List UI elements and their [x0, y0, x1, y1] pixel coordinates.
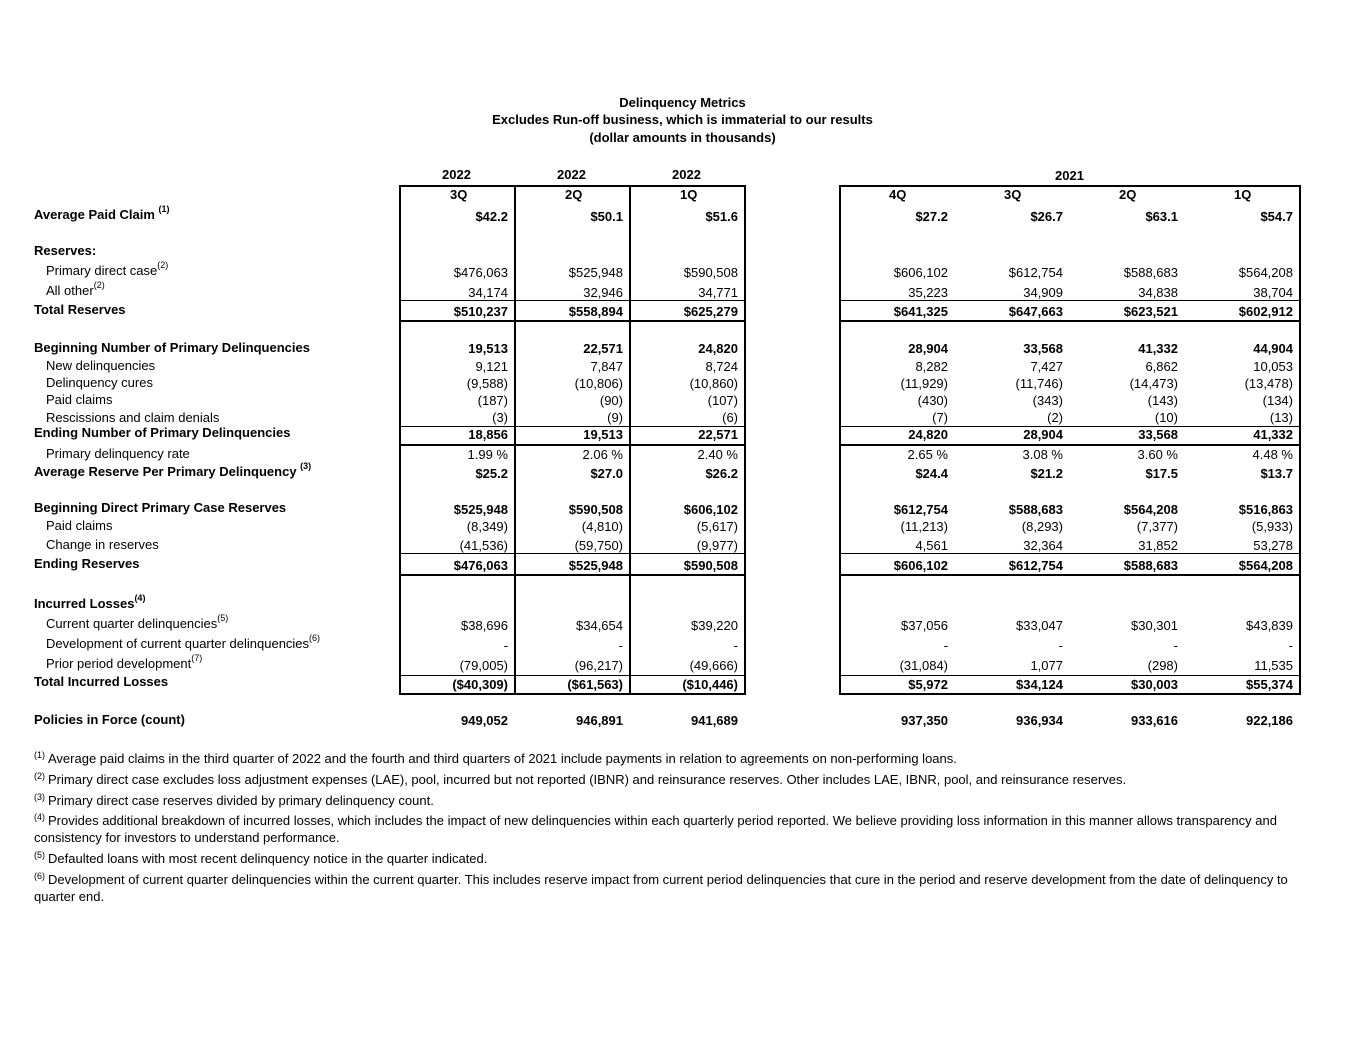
footnote: $^{(6)}$ Development of current quarter delinquencies within the current quarter. This includes reserve impact from current period delinquencies that cure in the period and reserve development from the date of delinquency to quarter end. [34, 871, 1288, 904]
table-cell: (4,810) [581, 519, 623, 534]
table-cell: 32,946 [583, 285, 623, 300]
table-cell: $55,374 [1246, 677, 1293, 692]
row-label: All other$^{(2)}$ [46, 280, 105, 298]
table-cell: $30,301 [1131, 618, 1178, 633]
table-cell: $476,063 [453, 558, 508, 573]
table-cell: 2.06 % [582, 447, 623, 462]
quarter-header: 3Q [1004, 187, 1022, 202]
row-label: Current quarter delinquencies$^{(5)}$ [46, 613, 229, 631]
row-label: Paid claims [46, 392, 113, 407]
year-label-2022-2q: 2022 [557, 167, 586, 182]
table-cell: 7,427 [1030, 359, 1063, 374]
table-rule [839, 444, 1301, 446]
quarter-header: 3Q [450, 187, 468, 202]
row-label: Development of current quarter delinquencies$^{(6)}$ [46, 633, 321, 651]
table-cell: ($61,563) [567, 677, 623, 692]
table-cell: $24.4 [915, 466, 948, 481]
row-label: Primary direct case$^{(2)}$ [46, 260, 169, 278]
table-cell: $588,683 [1008, 502, 1063, 517]
row-label: Beginning Number of Primary Delinquencies [34, 340, 310, 355]
table-cell: $37,056 [901, 618, 948, 633]
table-cell: - [1058, 638, 1063, 653]
year-label-2022-1q: 2022 [672, 167, 701, 182]
table-cell: $606,102 [683, 502, 738, 517]
table-cell: $25.2 [475, 466, 508, 481]
footnote: $^{(5)}$ Defaulted loans with most recent delinquency notice in the quarter indicated. [34, 850, 488, 866]
row-label: New delinquencies [46, 358, 156, 373]
table-cell: $647,663 [1008, 304, 1063, 319]
table-cell: 38,704 [1253, 285, 1293, 300]
table-cell: 933,616 [1131, 713, 1178, 728]
table-cell: 19,513 [468, 341, 508, 356]
table-cell: (9,977) [696, 538, 738, 553]
table-cell: (298) [1147, 658, 1178, 673]
table-cell: $590,508 [683, 265, 738, 280]
table-cell: 1.99 % [467, 447, 508, 462]
table-cell: - [943, 638, 948, 653]
table-cell: $43,839 [1246, 618, 1293, 633]
table-cell: (8,349) [466, 519, 508, 534]
table-cell: 22,571 [698, 427, 738, 442]
table-cell: (5,617) [696, 519, 738, 534]
table-cell: (41,536) [459, 538, 508, 553]
table-cell: (134) [1262, 393, 1293, 408]
table-cell: (2) [1047, 410, 1063, 425]
table-cell: (79,005) [459, 658, 508, 673]
table-cell: $590,508 [683, 558, 738, 573]
table-cell: (11,929) [900, 376, 948, 391]
table-cell: $623,521 [1123, 304, 1178, 319]
row-label: Ending Number of Primary Delinquencies [34, 425, 291, 440]
table-cell: 53,278 [1253, 538, 1293, 553]
row-label: Policies in Force (count) [34, 712, 185, 727]
table-cell: (31,084) [899, 658, 948, 673]
table-cell: 18,856 [468, 427, 508, 442]
table-cell: 9,121 [475, 359, 508, 374]
table-cell: (13,478) [1244, 376, 1293, 391]
table-cell: 6,862 [1145, 359, 1178, 374]
row-label: Ending Reserves [34, 556, 140, 571]
table-cell: 41,332 [1253, 427, 1293, 442]
table-cell: 33,568 [1138, 427, 1178, 442]
table-cell: - [503, 638, 508, 653]
table-cell: $34,654 [576, 618, 623, 633]
table-cell: $606,102 [893, 265, 948, 280]
table-cell: - [1173, 638, 1178, 653]
table-cell: 22,571 [583, 341, 623, 356]
table-cell: $5,972 [908, 677, 948, 692]
table-cell: $26.7 [1030, 209, 1063, 224]
table-cell: $510,237 [453, 304, 508, 319]
table-cell: 35,223 [908, 285, 948, 300]
table-cell: 24,820 [698, 341, 738, 356]
table-cell: 936,934 [1016, 713, 1063, 728]
footnote: $^{(3)}$ Primary direct case reserves divided by primary delinquency count. [34, 792, 434, 808]
table-cell: (10) [1154, 410, 1178, 425]
table-rule [399, 574, 746, 576]
table-cell: 33,568 [1023, 341, 1063, 356]
table-cell: ($10,446) [682, 677, 738, 692]
table-cell: (343) [1032, 393, 1063, 408]
table-cell: $625,279 [683, 304, 738, 319]
table-cell: $641,325 [893, 304, 948, 319]
table-cell: $590,508 [568, 502, 623, 517]
table-cell: $27.0 [590, 466, 623, 481]
table-cell: $588,683 [1123, 558, 1178, 573]
row-label: Average Reserve Per Primary Delinquency $^{(3)}$ [34, 461, 312, 479]
table-cell: $33,047 [1016, 618, 1063, 633]
table-cell: (7,377) [1136, 519, 1178, 534]
table-rule [839, 553, 1301, 554]
table-rule [839, 574, 1301, 576]
table-cell: 28,904 [1023, 427, 1063, 442]
table-cell: (430) [917, 393, 948, 408]
table-cell: $42.2 [475, 209, 508, 224]
table-cell: 922,186 [1246, 713, 1293, 728]
row-label: Average Paid Claim $^{(1)}$ [34, 204, 170, 222]
table-cell: 24,820 [908, 427, 948, 442]
table-cell: 3.60 % [1137, 447, 1178, 462]
table-cell: 10,053 [1253, 359, 1293, 374]
table-cell: 34,909 [1023, 285, 1063, 300]
table-cell: $525,948 [568, 558, 623, 573]
table-cell: 8,282 [915, 359, 948, 374]
table-cell: (14,473) [1129, 376, 1178, 391]
table-cell: 941,689 [691, 713, 738, 728]
table-cell: 7,847 [590, 359, 623, 374]
table-cell: $51.6 [705, 209, 738, 224]
table-cell: $17.5 [1145, 466, 1178, 481]
table-cell: $612,754 [1008, 265, 1063, 280]
table-cell: $63.1 [1145, 209, 1178, 224]
table-cell: 8,724 [705, 359, 738, 374]
table-rule [839, 675, 1301, 676]
table-cell: (13) [1269, 410, 1293, 425]
table-cell: (10,860) [689, 376, 738, 391]
report-title: Delinquency Metrics [619, 95, 746, 110]
table-rule [399, 300, 746, 301]
table-cell: (49,666) [689, 658, 738, 673]
table-cell: 34,771 [698, 285, 738, 300]
year-label-2021: 2021 [1055, 168, 1084, 183]
quarter-header: 4Q [889, 187, 907, 202]
table-cell: 1,077 [1030, 658, 1063, 673]
table-cell: (6) [722, 410, 738, 425]
table-cell: $525,948 [568, 265, 623, 280]
row-label: Rescissions and claim denials [46, 410, 220, 425]
report-subtitle: Excludes Run-off business, which is immaterial to our results [492, 112, 873, 127]
footnote: $^{(2)}$ Primary direct case excludes loss adjustment expenses (LAE), pool, incurred but not reported (IBNR) and reinsurance reserves. Other includes LAE, IBNR, pool, and reinsurance reserves. [34, 771, 1127, 787]
quarter-header: 2Q [1119, 187, 1137, 202]
table-cell: $50.1 [590, 209, 623, 224]
table-cell: $564,208 [1238, 558, 1293, 573]
table-cell: $476,063 [453, 265, 508, 280]
table-cell: $27.2 [915, 209, 948, 224]
table-cell: $612,754 [1008, 558, 1063, 573]
table-cell: $54.7 [1260, 209, 1293, 224]
table-rule [839, 300, 1301, 301]
table-cell: (3) [492, 410, 508, 425]
quarter-header: 1Q [680, 187, 698, 202]
year-label-2022-3q: 2022 [442, 167, 471, 182]
row-label: Beginning Direct Primary Case Reserves [34, 500, 287, 515]
table-cell: 937,350 [901, 713, 948, 728]
row-label: Incurred Losses$^{(4)}$ [34, 593, 146, 611]
table-cell: $602,912 [1238, 304, 1293, 319]
table-cell: 34,174 [468, 285, 508, 300]
table-cell: $13.7 [1260, 466, 1293, 481]
table-cell: $564,208 [1123, 502, 1178, 517]
row-label: Change in reserves [46, 537, 159, 552]
table-cell: 34,838 [1138, 285, 1178, 300]
table-cell: 4,561 [915, 538, 948, 553]
table-cell: 44,904 [1253, 341, 1293, 356]
table-cell: 946,891 [576, 713, 623, 728]
table-cell: 2.65 % [907, 447, 948, 462]
table-rule [399, 320, 746, 322]
table-cell: $26.2 [705, 466, 738, 481]
row-label: Total Reserves [34, 302, 126, 317]
table-cell: 31,852 [1138, 538, 1178, 553]
table-cell: $38,696 [461, 618, 508, 633]
quarter-header: 1Q [1234, 187, 1252, 202]
footnote: $^{(4)}$ Provides additional breakdown of incurred losses, which includes the impact of new delinquencies within each quarterly period reported. We believe providing loss information in this manner allows transparency and consistency for investors to understand performance. [34, 812, 1277, 845]
table-cell: $34,124 [1016, 677, 1063, 692]
table-rule [399, 553, 746, 554]
table-cell: (7) [932, 410, 948, 425]
table-cell: $30,003 [1131, 677, 1178, 692]
table-cell: $21.2 [1030, 466, 1063, 481]
table-cell: (107) [707, 393, 738, 408]
table-cell: $525,948 [453, 502, 508, 517]
table-cell: 11,535 [1254, 658, 1293, 673]
table-cell: (90) [599, 393, 623, 408]
table-cell: $39,220 [691, 618, 738, 633]
table-cell: 4.48 % [1252, 447, 1293, 462]
table-cell: (59,750) [574, 538, 623, 553]
row-label: Delinquency cures [46, 375, 153, 390]
table-cell: $516,863 [1238, 502, 1293, 517]
report-units: (dollar amounts in thousands) [589, 130, 776, 145]
row-label: Prior period development$^{(7)}$ [46, 653, 203, 671]
table-cell: - [733, 638, 738, 653]
table-cell: - [618, 638, 623, 653]
table-rule [839, 320, 1301, 322]
table-cell: ($40,309) [452, 677, 508, 692]
table-cell: (11,746) [1015, 376, 1063, 391]
table-cell: (10,806) [574, 376, 623, 391]
table-cell: - [1288, 638, 1293, 653]
table-cell: 32,364 [1023, 538, 1063, 553]
table-cell: 19,513 [583, 427, 623, 442]
table-cell: (9,588) [466, 376, 508, 391]
table-cell: (187) [477, 393, 508, 408]
table-cell: (11,213) [900, 519, 948, 534]
row-label: Primary delinquency rate [46, 446, 190, 461]
quarter-header: 2Q [565, 187, 583, 202]
table-cell: $558,894 [568, 304, 623, 319]
table-cell: 949,052 [461, 713, 508, 728]
row-label: Total Incurred Losses [34, 674, 169, 689]
table-rule [399, 675, 746, 676]
table-cell: (143) [1147, 393, 1178, 408]
table-cell: $564,208 [1238, 265, 1293, 280]
table-cell: 2.40 % [697, 447, 738, 462]
table-cell: (8,293) [1021, 519, 1063, 534]
table-cell: (9) [607, 410, 623, 425]
table-cell: (96,217) [574, 658, 623, 673]
table-cell: 3.08 % [1022, 447, 1063, 462]
table-cell: 28,904 [908, 341, 948, 356]
table-cell: $588,683 [1123, 265, 1178, 280]
row-label: Paid claims [46, 518, 113, 533]
footnote: $^{(1)}$ Average paid claims in the third quarter of 2022 and the fourth and third quarters of 2021 include payments in relation to agreements on non-performing loans. [34, 750, 957, 766]
table-cell: $612,754 [893, 502, 948, 517]
table-rule [399, 444, 746, 446]
row-label: Reserves: [34, 243, 97, 258]
table-cell: 41,332 [1138, 341, 1178, 356]
table-cell: $606,102 [893, 558, 948, 573]
table-cell: (5,933) [1251, 519, 1293, 534]
